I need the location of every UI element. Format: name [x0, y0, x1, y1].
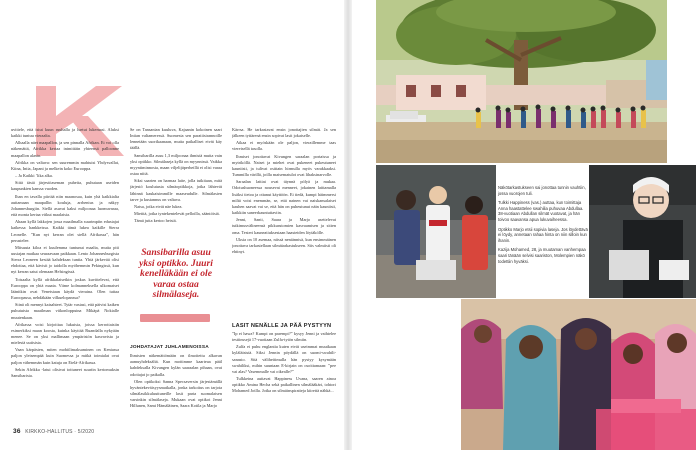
article-column-2 [130, 127, 222, 239]
col2-p5: Mietitä, jotka tyntekentelevät pelloilla, sääntöisiä. [134, 211, 220, 217]
col2-p4: Natsa, jotka eivät näe lukea. [134, 203, 183, 209]
col1-p13: Sekin Afrikka -latui olisivat tottuneet suuriin kertomuksin Sansibarista. [11, 366, 119, 378]
col3-p2: Olen optikoksi Sanna Specsaversin järjestämällä hyväntekeväisyysmatkalla, jonka tarkoitus on tarjota silmälasikkuluuttuneille lasit parta suomalaisen varsinkin silmälaseja. Mukaan ovat optikot Jenni Hillunen, Sami Hämäläinen, Saara Kotila ja Marjo [130, 378, 222, 409]
col5-p1: ”Ip ei hawa? Kumpi on parempi?” kysyy Jenni ja vaihtelee testiinssejä 17-vuotiaan Zulfa-tytön silmiin. [232, 331, 336, 343]
col2-p1: Se on Tansanian kuuluva, Kajaanin kokoinen saari Intian valtameressä. Suomesta sen paratiisirannoille lennetään suorikaanaan, mutta paikalliset eivät käy täällä. [130, 127, 222, 151]
photo-optician-patients [376, 165, 496, 298]
col4-p6: Uksia on 10 asemaa, niissä neniännisä, kun ensimmäinen jonottava tarkastellaan silmätarkastukseen. Siis valmiisti oli ehtinyt. [232, 236, 336, 254]
col2-p3: Siksi saarten on harmaa laite, jolla tutkitaan, mitä järjestö koulutusta silmäoptikkoja, jotka lähtevät lähinnä kaukaisimmille maaseudulle. Silmälasien tarve ja kustannus on valtava. [130, 178, 222, 202]
col1-p9: Toisaalta kyllä afrikkalaisetkin joskus kuvittelevat, että Eurooppa on yhtä maata. Viime kolmanneksella ulkomaiset läänitkin ovat Venetsiaan käydä vieraina. Olen tuttaa Euroopassa, nehdäkään vilkuelopanssa? [11, 276, 119, 301]
photo-village-tree [376, 0, 667, 163]
pull-quote: Sansibarilla asuu yksi optikko. Juuri kenelläkään ei ole varaa ostaa silmälaseja. [139, 247, 213, 301]
col1-p11: Afrikassa voisi kirjoittaa lukuisia, joissa kerrottaisiin esimerkiksi maan koosta, kuinka käyttää Ruandalla nykyään menee. Se on yksi mallimaan ympäristön kasvavista ja mielestä uutisista. [11, 321, 119, 346]
caption-1: Näkötarkastukseen sai jonottaa tunnin vauhtiin, jossa vuorojen tuli. [498, 185, 586, 196]
col1-p6: Ihan en tavalla piirtää niin maanosaa, kuin yhä kaikkialta auttamaan maapallin kouluja, arrhenius ja näkyy Johannesburgiin. Siellä asuvat kaksi miljoonaa luomuvaraa, että monta kertaa vitkut maalaisia. [11, 193, 119, 218]
page-footer [13, 428, 94, 435]
col1-p10: Siinä oli mennyt kaisahteet. Tytär vastasi, että päivisi kaiken puhutuista maailman viikonloppuina Mikäpä Nokialle muutenkaan. [11, 302, 119, 320]
col1-p1: uvittele, että istut kuun ruuhalla ja luetut lukemasi. Aluksi kaikki tuntuu vieraalta. [11, 127, 119, 139]
publication-name: KIRKKO-HALLITUS · 5/2020 [25, 429, 95, 435]
caption-2: Tulkki Happiness (vas.) auttaa, kun toimittaja Anna haastattelee swahilia puhuvaa Abdullaa. 38-vuotiaan Abdullan silmät vuotavat, ja hän toivoo saavansa apua lukuvaiheessa. [498, 200, 584, 222]
col1-p5: Siitä tästä järjestöaseman puheita, puhutaan useiden kaupunkien kanssa vuoden. [11, 180, 119, 192]
col4-p5: Jenni, Santi, Saara ja Marjo asettelevat tutkimusvälineensä pikkurutomien kasvaamisen ja sitten oma. Testeri kauneatiuksestaan haasteiden löytäkölle. [232, 217, 336, 235]
article-column-1 [11, 127, 119, 437]
photo-captions [498, 185, 588, 268]
col4-p1: Kärrsa. He tarkastavat ensin jonottajien silmät. Ja sen jälkeen tyttärenä ensin sopivat lasit jokaiselle. [232, 127, 336, 139]
col4-p2: Aikaa ei myöskään ole paljon, vieraillemme taas viereisellä tasolla. [232, 140, 336, 152]
col1-p2: Alhaalla näet maapallon, ja sen pinnalla Afrikan. Et voi olla näkemättä, Afrikka kertaa inimittäin yhteensä palloonne maapallon alasta. [11, 140, 119, 158]
col5-p3: Tulkkeina auttavat Happiness Uvana, saaren ainoa optikko Amina Hecha sekä paikallinen silmälääkäri, tohtori Mohamed Jotlla. Jotka on silmäinspiratteja kiirettä nähkä... [232, 376, 336, 394]
col4-p3: Ihmiset jonottavat Kivungen saraalan portaissa ja mytriköllä. Naiset ja miehet ovat pukeneet pukeutuneet kauniisti, ja tulivat osittain hirmulla myös varakkaaksi. Tummilla värillä, joilla maisematulot ovat lihaksinarvolle. [232, 153, 336, 178]
col5-subhead: LASIT NENÄLLE JA PÄÄ PYSTYYN [232, 323, 332, 329]
page-gutter [344, 0, 352, 450]
col1-p8: Mitsuuta kiloa ei kuulemma tuntunut maalta, mutta piti uusiajan matkaa seuraavaan paikkaan. Lento Johannesburgista Sierra Leoneen kestää kahdeksan tuntia. Yhtä järkevää olisi ehdottaa, että kävisit jo taidolla myöhemmin Pekingissä, kun nyt kerran satut olemaan Helsingissä. [11, 244, 119, 275]
caption-4: Kazija Mohamed, 28, ja muutaman vanhempaa saari tänään selvisi saariston, Molempien näkö todettiin hyväksi. [498, 247, 586, 264]
col1-p12: Vaan kärpästen, miten mobiilimaksaminen on Keniassa paljon yleisempää kuin Suomessa ja mitkä toimialat ovat paljon vähemmän kuin katuja on Etelä-Afrikassa. [11, 347, 119, 365]
article-column-4 [232, 127, 336, 313]
photo-optician-glasses [589, 165, 696, 298]
col1-p7: Ahaan kyllä lakkojen jossa maailmalla suurimpiin edustajat kaikessa hankkeissa. Kaikki tämä lukea kaikille Sierra Leonelle. ”Kun nyt kerran olet siellä Afrikassa”, hän perustelee. [11, 219, 119, 243]
col2-p6: Tämä jutta kertoo heistä. [134, 218, 177, 224]
page-number: 36 [13, 428, 21, 435]
caption-3: Optikko Marjo etsii sopivia laseja. Jos löydettävä ei löydy, annetaan rahaa hinta on niin silloin kun ihanin. [498, 226, 588, 243]
col3-p1: Ihmisten näkemättömään on ilmoitettu alkavan aamuyhdeksältä. Kun mottimme kaarteaa pääl kahdeksalla Kivungen kylän saaraalan pihaan, ovat odottajat jo paikalla. [130, 353, 222, 377]
photo-women-waiting [461, 299, 696, 450]
article-column-3 [130, 345, 222, 441]
col3-subhead: JOHDATAJAT JUHLAMENOISSA [130, 345, 209, 350]
col4-p4: Saraalan lattiat ovat täynnä pölyä ja mukaa. Odotushuoneessa nousevat menneet, jokainen laittamalla lisäksi tietoa ja ottanut käyttöön. Ei tiedä, kumpi häimmersi miltä voisi enemmän, se, että nainen vai naiskansalaiset kauhen saavat vai se, että hän on puheutunut näin kauniisti, kaikkiin saneerkauntuttaviin. [232, 179, 336, 216]
article-column-5 [232, 331, 336, 441]
col1-p3: Afrikka on valtava: sen suuremmin mahtuisi Yhdysvallat, Kiina, Intia, Japani ja melkein koko Eurooppa. [11, 159, 119, 171]
col2-p2: Sansibarilla asuu 1,3 miljoonaa ihmistä mutta vain yksi optikko. Silmälaseja kyllä on myynnissä. Vaikka myyntiminnosta, maan viljelijäperheillä ei olisi varaa ostaa niitä. [130, 152, 222, 177]
col5-p2: Zulfa ei puhu englantia kuten eivät useimmat muutkaan kyläläisistä. Siksi Jennin pöydällä on suomi-swahili-sanasto. Sitä väliheitimulla hän pystyy kysymään swahiliksi, mihin suuntaan E-kirjain on osoittamaan: ”pee vai alas? Vasemmalle vai oikealle?” [232, 344, 336, 374]
pull-quote-bar [140, 314, 210, 322]
col1-p4: – Ja Kaikki ’lika alka. [15, 173, 53, 179]
